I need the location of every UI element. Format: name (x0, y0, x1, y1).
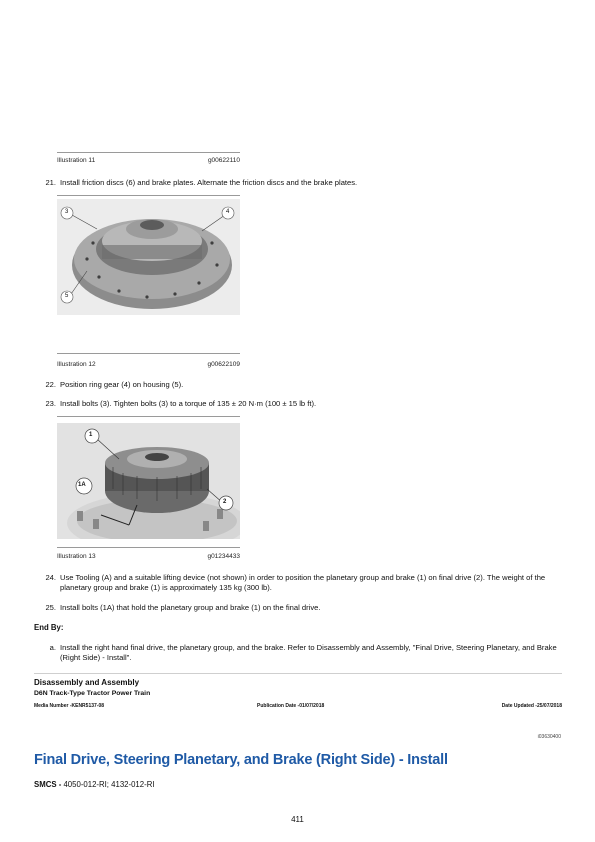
illustration-label: Illustration 13 (57, 553, 96, 560)
figure-rule (57, 195, 240, 196)
step-text: Use Tooling (A) and a suitable lifting device (not shown) in order to position the planetary group and brake (1) on final drive (2). The weight of the planetary group and brake (1) is approximately 135 kg (300 lb). (60, 573, 546, 592)
step-number: 24. (45, 573, 56, 582)
media-number: Media Number -KENR5137-08 (34, 703, 105, 709)
callout-1a: 1A (78, 482, 86, 488)
smcs-codes: 4050-012-RI; 4132-012-RI (63, 780, 155, 789)
step-text: Position ring gear (4) on housing (5). (60, 380, 184, 389)
illustration-code: g00622109 (207, 361, 240, 368)
step-number: 25. (45, 603, 56, 612)
page-number: 411 (291, 815, 304, 824)
document-id: i03630400 (537, 734, 561, 740)
caption-rule (57, 152, 240, 153)
end-by-heading: End By: (34, 623, 64, 632)
illustration-11-caption (57, 157, 240, 164)
step-text: Install bolts (1A) that hold the planetary group and brake (1) on the final drive. (60, 603, 321, 612)
smcs-label: SMCS - (34, 780, 62, 789)
step-22 (34, 380, 564, 390)
illustration-13-photo (57, 423, 240, 539)
step-text: Install bolts (3). Tighten bolts (3) to a torque of 135 ± 20 N·m (100 ± 15 lb ft). (60, 399, 317, 408)
planetary-brake-image (57, 423, 240, 539)
end-by-item-a (34, 643, 564, 663)
illustration-12-caption (57, 361, 240, 368)
item-letter: a. (49, 643, 56, 652)
section-name: Disassembly and Assembly (34, 678, 140, 687)
step-24 (34, 573, 564, 593)
illustration-code: g00622110 (207, 157, 240, 164)
smcs-line (34, 780, 155, 789)
illustration-12-photo (57, 199, 240, 315)
step-25 (34, 603, 564, 613)
illustration-label: Illustration 11 (57, 157, 96, 164)
callout-4: 4 (226, 209, 230, 215)
product-name: D6N Track-Type Tractor Power Train (34, 690, 151, 697)
illustration-13-caption (57, 553, 240, 560)
date-updated: Date Updated -25/07/2018 (501, 703, 562, 709)
callout-1: 1 (89, 432, 93, 438)
brake-housing-image (57, 199, 240, 315)
step-21 (34, 178, 564, 188)
step-text: Install friction discs (6) and brake plates. Alternate the friction discs and the brake plates. (60, 178, 358, 187)
callout-3: 3 (65, 209, 69, 215)
figure-rule (57, 416, 240, 417)
step-number: 22. (45, 380, 56, 389)
caption-rule (57, 547, 240, 548)
caption-rule (57, 353, 240, 354)
step-number: 23. (45, 399, 56, 408)
step-23 (34, 399, 564, 409)
page-title: Final Drive, Steering Planetary, and Brake (Right Side) - Install (34, 752, 448, 768)
footer-rule (34, 673, 562, 674)
illustration-label: Illustration 12 (57, 361, 96, 368)
step-number: 21. (45, 178, 56, 187)
callout-2: 2 (223, 499, 227, 505)
callout-5: 5 (65, 293, 69, 299)
item-text: Install the right hand final drive, the planetary group, and the brake. Refer to Disassembly and Assembly, "Final Drive, Steering Planetary, and Brake (Right Side) - Install". (60, 643, 557, 662)
illustration-code: g01234433 (207, 553, 240, 560)
publication-date: Publication Date -01/07/2018 (257, 703, 325, 709)
